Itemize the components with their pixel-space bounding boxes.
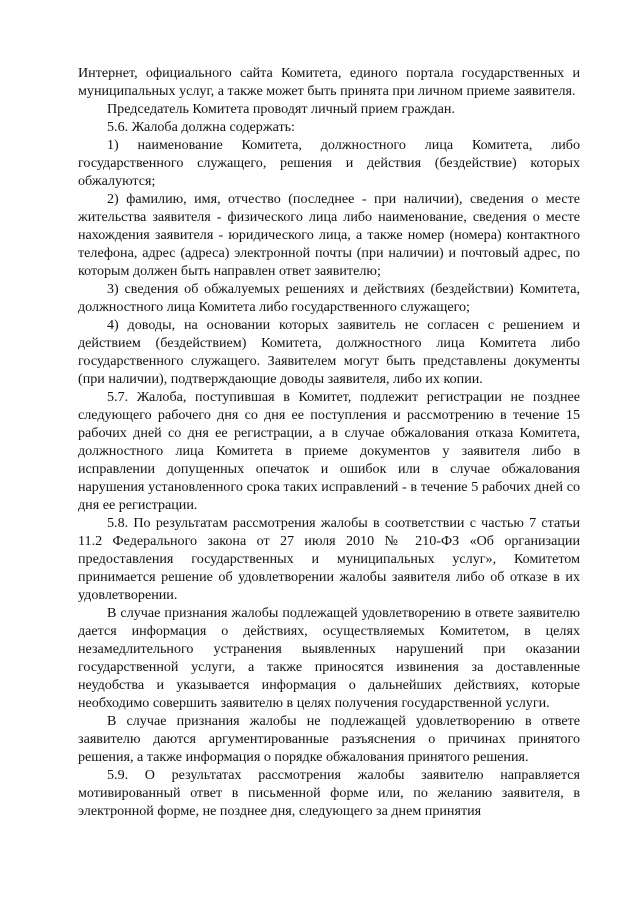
paragraph: Интернет, официального сайта Комитета, единого портала государственных и муниципальных услуг, а также может быть принята при личном приеме заявителя. <box>78 65 580 99</box>
list-item: 4) доводы, на основании которых заявитель не согласен с решением и действием (бездействием) Комитета, должностного лица Комитета либо государственного служащего. Заявителем могут быть представлены документы (при наличии), подтверждающие доводы заявителя, либо их копии. <box>78 317 580 387</box>
document-page <box>78 64 580 820</box>
paragraph: В случае признания жалобы не подлежащей удовлетворению в ответе заявителю даются аргументированные разъяснения о причинах принятого решения, а также информация о порядке обжалования принятого решения. <box>78 713 580 765</box>
list-item: 3) сведения об обжалуемых решениях и действиях (бездействии) Комитета, должностного лица Комитета либо государственного служащего; <box>78 281 580 315</box>
section-heading: 5.6. Жалоба должна содержать: <box>107 119 295 135</box>
paragraph: 5.9. О результатах рассмотрения жалобы заявителю направляется мотивированный ответ в письменной форме или, по желанию заявителя, в электронной форме, не позднее дня, следующего за днем принятия <box>78 767 580 819</box>
list-item: 2) фамилию, имя, отчество (последнее - при наличии), сведения о месте жительства заявителя - физического лица либо наименование, сведения о месте нахождения заявителя - юридического лица, а также номер (номера) контактного телефона, адрес (адреса) электронной почты (при наличии) и почтовый адрес, по которым должен быть направлен ответ заявителю; <box>78 191 580 279</box>
paragraph: Председатель Комитета проводят личный прием граждан. <box>107 101 455 117</box>
paragraph: 5.7. Жалоба, поступившая в Комитет, подлежит регистрации не позднее следующего рабочего дня со дня ее поступления и рассмотрению в течение 15 рабочих дней со дня ее регистрации, а в случае обжалования отказа Комитета, должностного лица Комитета в приеме документов у заявителя либо в исправлении допущенных опечаток и ошибок или в случае обжалования нарушения установленного срока таких исправлений - в течение 5 рабочих дней со дня ее регистрации. <box>78 389 580 513</box>
paragraph: В случае признания жалобы подлежащей удовлетворению в ответе заявителю дается информация о действиях, осуществляемых Комитетом, в целях незамедлительного устранения выявленных нарушений при оказании государственной услуги, а также приносятся извинения за доставленные неудобства и указывается информация о дальнейших действиях, которые необходимо совершить заявителю в целях получения государственной услуги. <box>78 605 580 711</box>
list-item: 1) наименование Комитета, должностного лица Комитета, либо государственного служащего, решения и действия (бездействие) которых обжалуются; <box>78 137 580 189</box>
paragraph: 5.8. По результатам рассмотрения жалобы в соответствии с частью 7 статьи 11.2 Федерального закона от 27 июля 2010 № 210-ФЗ «Об организации предоставления государственных и муниципальных услуг», Комитетом принимается решение об удовлетворении жалобы заявителя либо об отказе в их удовлетворении. <box>78 515 580 603</box>
